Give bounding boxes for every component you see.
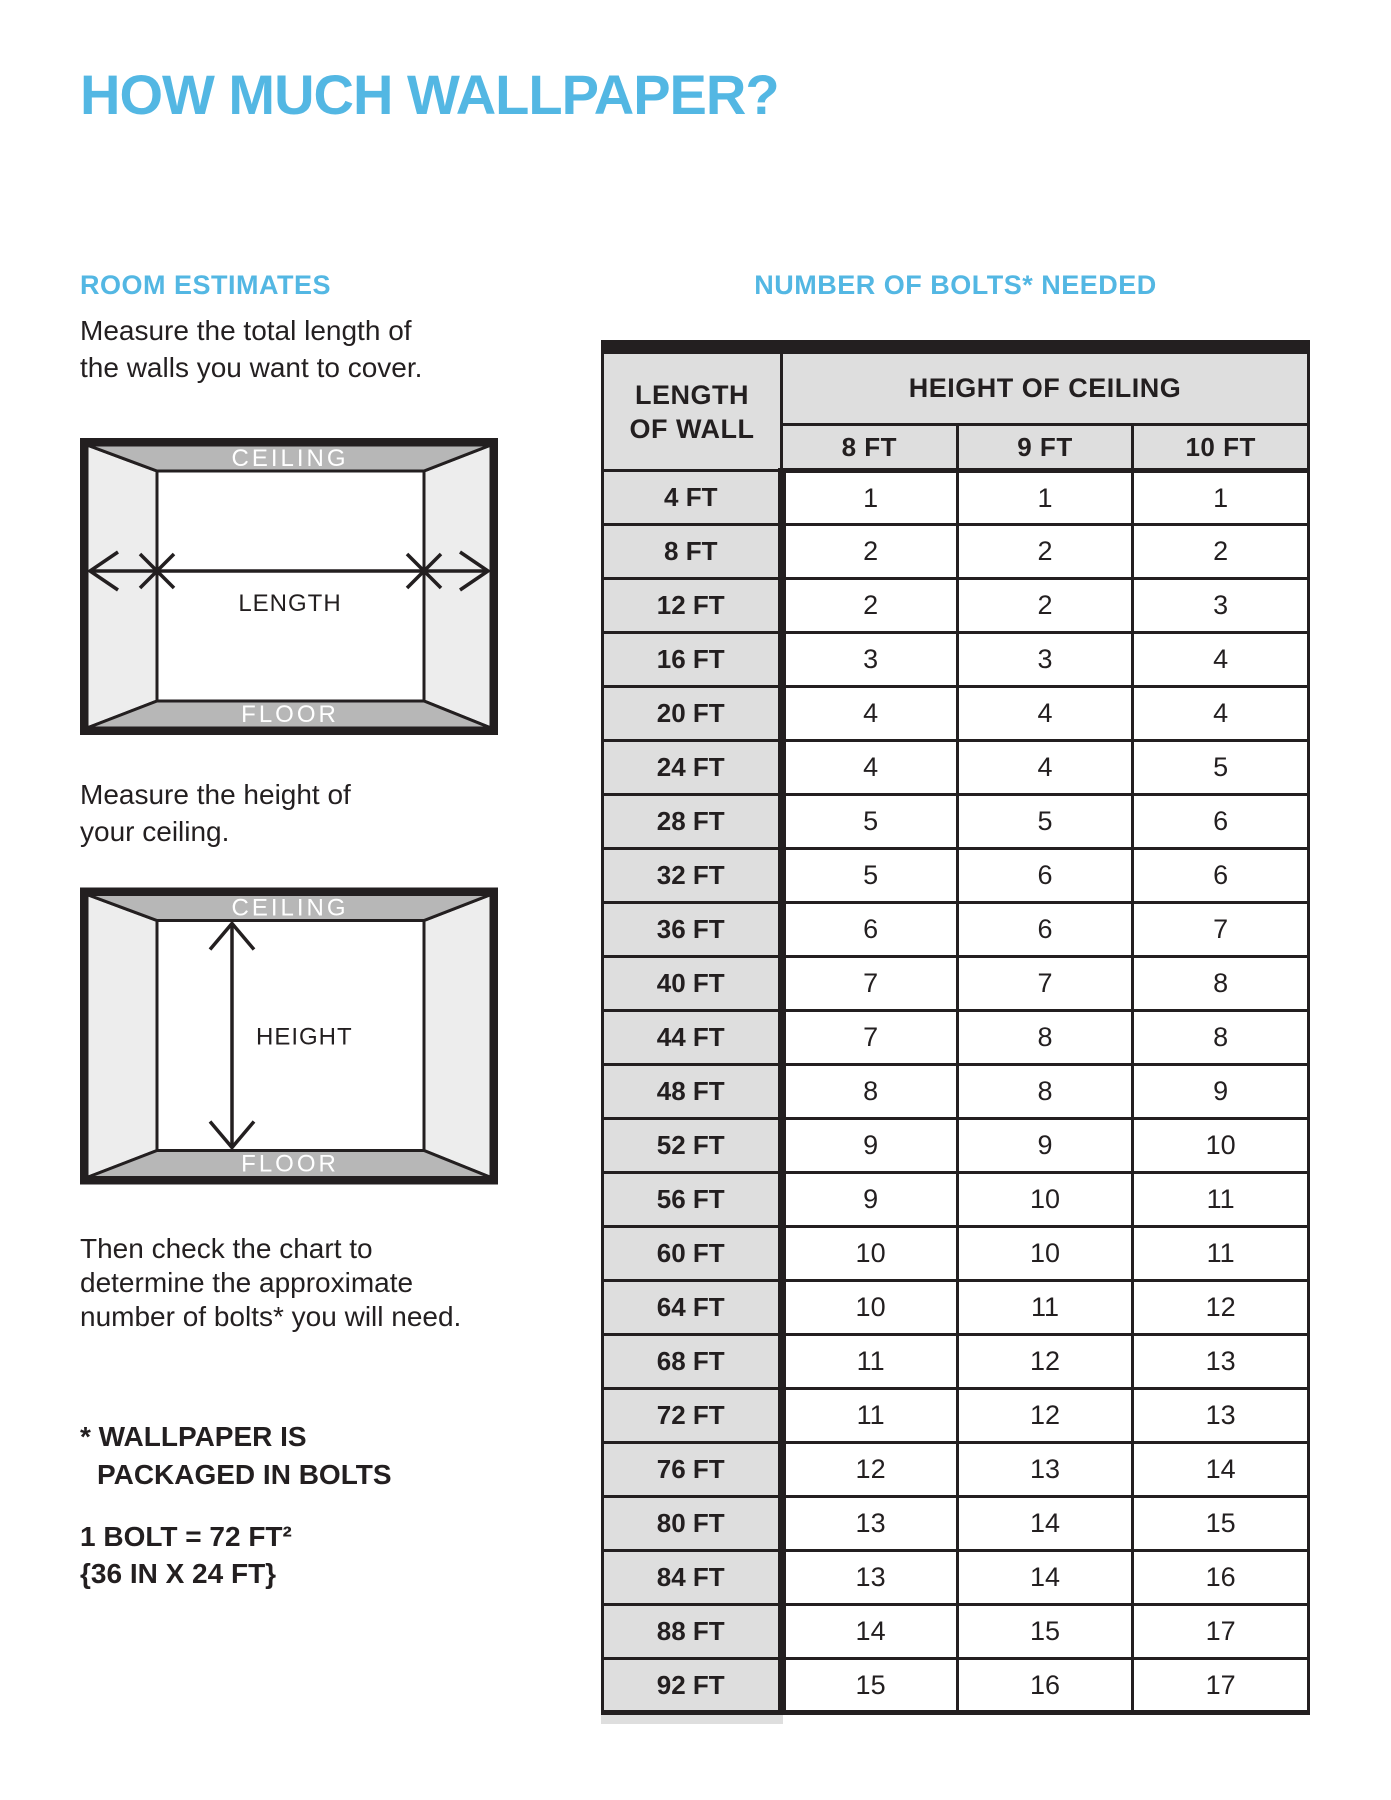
table-row (603, 1119, 1309, 1173)
row-length-label: 88 FT (603, 1605, 782, 1659)
paragraph-line: Measure the total length of (80, 315, 412, 346)
bolt-count-cell: 10 (957, 1227, 1133, 1281)
check-chart-paragraph (80, 1232, 461, 1334)
bolt-count-cell: 11 (782, 1389, 958, 1443)
bolt-count-cell: 16 (957, 1659, 1133, 1713)
bolt-count-cell: 11 (782, 1335, 958, 1389)
table-row (603, 741, 1309, 795)
bolt-count-cell: 2 (782, 579, 958, 633)
paragraph-line: Measure the height of (80, 779, 351, 810)
row-length-label: 52 FT (603, 1119, 782, 1173)
bolt-count-cell: 17 (1133, 1605, 1309, 1659)
floor-label: FLOOR (241, 1150, 339, 1178)
table-body (603, 471, 1309, 1713)
table-row (603, 1389, 1309, 1443)
col-header-9ft: 9 FT (957, 425, 1133, 471)
row-length-label: 8 FT (603, 525, 782, 579)
bolts-table (601, 351, 1310, 1715)
bolt-count-cell: 10 (1133, 1119, 1309, 1173)
bolt-count-cell: 10 (782, 1281, 958, 1335)
bolt-count-cell: 5 (957, 795, 1133, 849)
row-length-label: 48 FT (603, 1065, 782, 1119)
bolt-count-cell: 15 (782, 1659, 958, 1713)
bolt-count-cell: 1 (1133, 471, 1309, 525)
page-title: HOW MUCH WALLPAPER? (80, 63, 779, 126)
bolt-count-cell: 7 (1133, 903, 1309, 957)
row-length-label: 76 FT (603, 1443, 782, 1497)
paragraph-line: Then check the chart to (80, 1233, 373, 1264)
table-row (603, 1011, 1309, 1065)
length-label: LENGTH (238, 590, 342, 617)
bolt-count-cell: 13 (782, 1497, 958, 1551)
bolt-count-cell: 2 (1133, 525, 1309, 579)
bolt-count-cell: 12 (957, 1389, 1133, 1443)
table-row (603, 903, 1309, 957)
row-length-label: 24 FT (603, 741, 782, 795)
bolt-count-cell: 11 (957, 1281, 1133, 1335)
bolt-count-cell: 7 (782, 957, 958, 1011)
bolt-count-cell: 7 (782, 1011, 958, 1065)
table-header (603, 353, 1309, 471)
bolt-count-cell: 3 (957, 633, 1133, 687)
bolt-definition-line: 1 BOLT = 72 FT² (80, 1521, 292, 1552)
table-group-header-row (603, 353, 1309, 425)
bolts-needed-heading: NUMBER OF BOLTS* NEEDED (754, 270, 1157, 300)
bolt-count-cell: 10 (957, 1173, 1133, 1227)
bolt-count-cell: 3 (782, 633, 958, 687)
left-wall-face (87, 895, 157, 1178)
row-length-label: 32 FT (603, 849, 782, 903)
header-line: OF WALL (629, 413, 755, 444)
bolt-definition-line: {36 IN X 24 FT} (80, 1558, 277, 1589)
bolt-count-cell: 17 (1133, 1659, 1309, 1713)
bolt-count-cell: 11 (1133, 1173, 1309, 1227)
bolt-count-cell: 2 (957, 579, 1133, 633)
col-header-8ft: 8 FT (782, 425, 958, 471)
bolt-count-cell: 4 (957, 741, 1133, 795)
paragraph-line: determine the approximate (80, 1267, 414, 1298)
room-length-diagram (80, 438, 498, 735)
ceiling-label: CEILING (231, 894, 349, 922)
footnote-line: PACKAGED IN BOLTS (97, 1459, 392, 1490)
bolt-count-cell: 3 (1133, 579, 1309, 633)
col-header-10ft: 10 FT (1133, 425, 1309, 471)
bolt-count-cell: 8 (957, 1065, 1133, 1119)
floor-label: FLOOR (241, 701, 339, 728)
ceiling-height-diagram (80, 886, 498, 1186)
table-row (603, 1605, 1309, 1659)
table-row (603, 1065, 1309, 1119)
bolt-count-cell: 14 (782, 1605, 958, 1659)
bolt-count-cell: 13 (1133, 1389, 1309, 1443)
bolt-count-cell: 2 (782, 525, 958, 579)
bolt-count-cell: 8 (1133, 1011, 1309, 1065)
bolt-count-cell: 11 (1133, 1227, 1309, 1281)
bolt-count-cell: 5 (782, 795, 958, 849)
bolt-definition (80, 1518, 292, 1592)
table-row (603, 1497, 1309, 1551)
bolt-count-cell: 9 (782, 1119, 958, 1173)
left-wall-face (87, 445, 157, 728)
room-estimates-heading: ROOM ESTIMATES (80, 270, 332, 300)
row-length-label: 64 FT (603, 1281, 782, 1335)
bolt-count-cell: 9 (1133, 1065, 1309, 1119)
bolt-count-cell: 12 (957, 1335, 1133, 1389)
length-of-wall-header (603, 353, 782, 471)
height-of-ceiling-header: HEIGHT OF CEILING (782, 353, 1309, 425)
bolt-count-cell: 12 (782, 1443, 958, 1497)
row-length-label: 36 FT (603, 903, 782, 957)
bolt-count-cell: 5 (782, 849, 958, 903)
row-length-label: 28 FT (603, 795, 782, 849)
table-row (603, 525, 1309, 579)
row-length-label: 20 FT (603, 687, 782, 741)
row-length-label: 84 FT (603, 1551, 782, 1605)
row-length-label: 56 FT (603, 1173, 782, 1227)
table-row (603, 687, 1309, 741)
bolt-count-cell: 13 (957, 1443, 1133, 1497)
row-length-label: 40 FT (603, 957, 782, 1011)
row-length-label: 16 FT (603, 633, 782, 687)
table-row (603, 1443, 1309, 1497)
table-row (603, 1173, 1309, 1227)
height-label: HEIGHT (256, 1023, 353, 1051)
bolt-count-cell: 8 (957, 1011, 1133, 1065)
bolt-count-cell: 6 (1133, 849, 1309, 903)
row-length-label: 68 FT (603, 1335, 782, 1389)
table-row (603, 579, 1309, 633)
paragraph-line: the walls you want to cover. (80, 352, 423, 383)
measure-length-paragraph (80, 312, 422, 386)
bolt-count-cell: 12 (1133, 1281, 1309, 1335)
bolt-count-cell: 1 (957, 471, 1133, 525)
measure-height-paragraph (80, 776, 351, 850)
table-row (603, 849, 1309, 903)
bolt-count-cell: 4 (957, 687, 1133, 741)
row-length-label: 80 FT (603, 1497, 782, 1551)
table-row (603, 1551, 1309, 1605)
table-row (603, 1335, 1309, 1389)
bolt-count-cell: 10 (782, 1227, 958, 1281)
header-line: LENGTH (635, 379, 749, 410)
bolt-count-cell: 9 (782, 1173, 958, 1227)
bolt-count-cell: 15 (1133, 1497, 1309, 1551)
row-length-label: 12 FT (603, 579, 782, 633)
bolt-count-cell: 16 (1133, 1551, 1309, 1605)
bolt-count-cell: 6 (1133, 795, 1309, 849)
table-row (603, 1659, 1309, 1713)
table-row (603, 1227, 1309, 1281)
right-wall-face (424, 445, 491, 728)
table-row (603, 795, 1309, 849)
table-row (603, 957, 1309, 1011)
bolt-count-cell: 13 (782, 1551, 958, 1605)
row-length-label: 44 FT (603, 1011, 782, 1065)
table-row (603, 633, 1309, 687)
bolt-count-cell: 14 (1133, 1443, 1309, 1497)
bolt-count-cell: 13 (1133, 1335, 1309, 1389)
table-bottom-shadow (601, 1715, 783, 1724)
table-top-bar (601, 340, 1310, 351)
bolt-count-cell: 1 (782, 471, 958, 525)
table-row (603, 1281, 1309, 1335)
bolt-count-cell: 6 (957, 903, 1133, 957)
bolt-count-cell: 8 (1133, 957, 1309, 1011)
paragraph-line: your ceiling. (80, 816, 230, 847)
bolts-table-wrap (601, 340, 1310, 1724)
paragraph-line: number of bolts* you will need. (80, 1301, 462, 1332)
bolt-count-cell: 5 (1133, 741, 1309, 795)
bolt-count-cell: 7 (957, 957, 1133, 1011)
row-length-label: 60 FT (603, 1227, 782, 1281)
bolt-count-cell: 6 (782, 903, 958, 957)
bolt-count-cell: 9 (957, 1119, 1133, 1173)
bolt-count-cell: 14 (957, 1497, 1133, 1551)
footnote-line: * WALLPAPER IS (80, 1421, 307, 1452)
bolt-count-cell: 4 (1133, 687, 1309, 741)
bolt-count-cell: 8 (782, 1065, 958, 1119)
bolt-count-cell: 4 (1133, 633, 1309, 687)
right-wall-face (424, 895, 491, 1178)
bolt-count-cell: 4 (782, 741, 958, 795)
bolt-count-cell: 14 (957, 1551, 1133, 1605)
row-length-label: 92 FT (603, 1659, 782, 1713)
ceiling-label: CEILING (231, 445, 349, 472)
row-length-label: 72 FT (603, 1389, 782, 1443)
table-row (603, 471, 1309, 525)
row-length-label: 4 FT (603, 471, 782, 525)
bolt-count-cell: 15 (957, 1605, 1133, 1659)
bolt-count-cell: 4 (782, 687, 958, 741)
back-wall-face (157, 471, 424, 701)
bolt-count-cell: 2 (957, 525, 1133, 579)
bolts-footnote (80, 1418, 392, 1494)
bolt-count-cell: 6 (957, 849, 1133, 903)
